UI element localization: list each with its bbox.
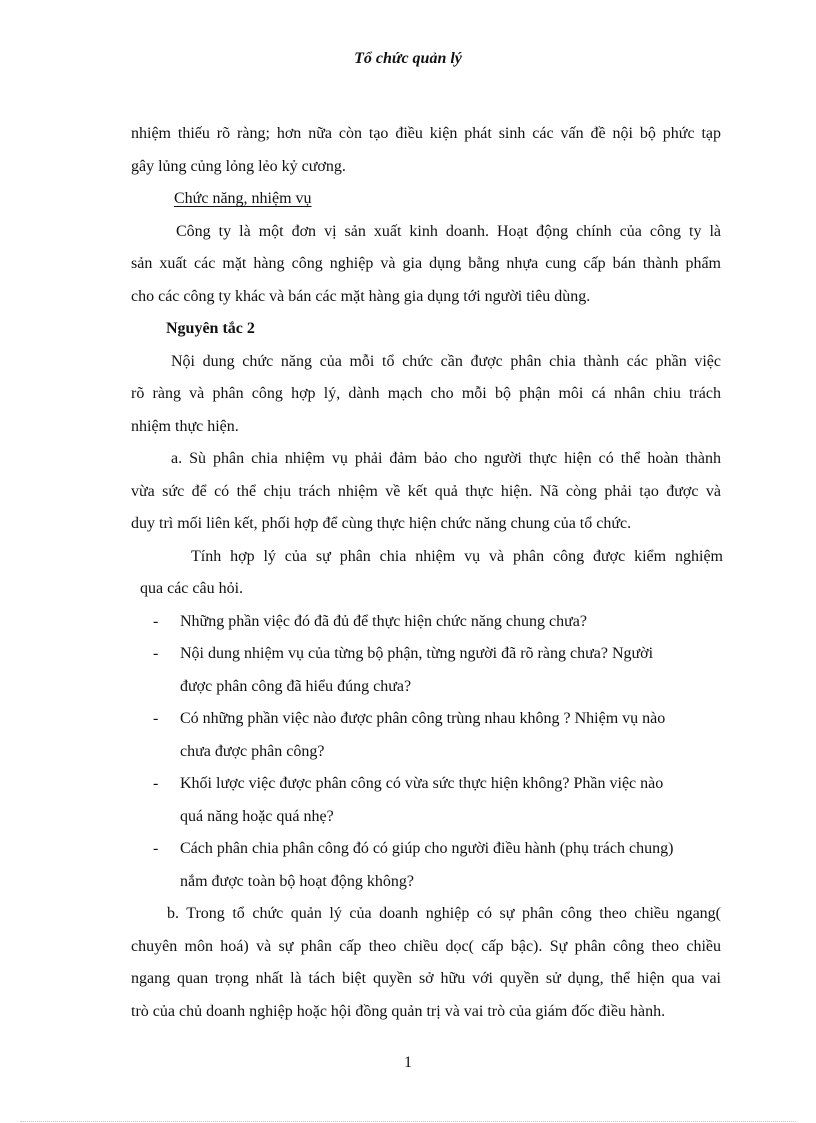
para-b-line: trò của chủ doanh nghiệp hoặc hội đồng quản trị và vai trò của giám đốc điều hành. bbox=[131, 1002, 666, 1020]
section-para-line: sản xuất các mặt hàng công nghiệp và gia dụng bằng nhựa cung cấp bán thành phẩm bbox=[131, 255, 721, 272]
principle-para-line: rõ ràng và phân công hợp lý, dành mạch cho mỗi bộ phận môi cá nhân chiu trách bbox=[131, 385, 721, 402]
intro-line: nhiệm thiếu rõ ràng; hơn nữa còn tạo điều kiện phát sinh các vấn đề nội bộ phức tạp bbox=[131, 125, 721, 142]
page-number: 1 bbox=[404, 1054, 412, 1071]
question-continuation: được phân công đã hiểu đúng chưa? bbox=[180, 677, 412, 695]
principle-para-line: Nội dung chức năng của mỗi tổ chức cần được phân chia thành các phần việc bbox=[171, 352, 721, 370]
bullet-dash: - bbox=[153, 645, 159, 662]
question-text: Khối lược việc được phân công có vừa sức thực hiện không? Phần việc nào bbox=[180, 775, 664, 792]
question-item bbox=[131, 768, 721, 801]
question-continuation: nắm được toàn bộ hoạt động không? bbox=[180, 872, 414, 890]
para-b-line: chuyên môn hoá) và sự phân cấp theo chiều dọc( cấp bậc). Sự phân công theo chiều bbox=[131, 937, 721, 955]
question-text: Những phần việc đó đã đủ để thực hiện chức năng chung chưa? bbox=[180, 612, 587, 630]
para-b-line: b. Trong tổ chức quản lý của doanh nghiệp có sự phân công theo chiều ngang( bbox=[167, 905, 721, 922]
principle-heading: Nguyên tắc 2 bbox=[166, 320, 255, 337]
question-item bbox=[131, 703, 721, 736]
reason-para-line: Tính hợp lý của sự phân chia nhiệm vụ và phân công được kiểm nghiệm bbox=[191, 547, 723, 565]
question-item bbox=[131, 606, 721, 639]
page-bottom-divider bbox=[20, 1121, 796, 1122]
bullet-dash: - bbox=[153, 775, 159, 792]
question-item bbox=[131, 833, 721, 866]
section-heading-text: Chức năng, nhiệm vụ bbox=[174, 190, 312, 207]
question-continuation: chưa được phân công? bbox=[180, 742, 325, 760]
question-text: Nội dung nhiệm vụ của từng bộ phận, từng người đã rõ ràng chưa? Người bbox=[180, 645, 654, 662]
document-body bbox=[131, 118, 721, 1028]
bullet-dash: - bbox=[153, 840, 159, 857]
question-text: Có những phần việc nào được phân công trùng nhau không ? Nhiệm vụ nào bbox=[180, 710, 666, 727]
intro-line: gây lủng củng lỏng lẻo kỷ cương. bbox=[131, 157, 346, 175]
principle-para-line: nhiệm thực hiện. bbox=[131, 417, 239, 435]
reason-para-line: qua các câu hỏi. bbox=[140, 580, 244, 597]
page-header-title: Tổ chức quản lý bbox=[354, 50, 462, 67]
bullet-dash: - bbox=[153, 710, 159, 727]
question-continuation: quá năng hoặc quá nhẹ? bbox=[180, 807, 334, 825]
para-a-line: a. Sù phân chia nhiệm vụ phải đảm bảo cho người thực hiện có thể hoàn thành bbox=[171, 450, 721, 467]
section-heading bbox=[131, 183, 721, 216]
section-para-line: Công ty là một đơn vị sản xuất kinh doanh. Hoạt động chính của công ty là bbox=[176, 222, 721, 240]
section-para-line: cho các công ty khác và bán các mặt hàng gia dụng tới người tiêu dùng. bbox=[131, 287, 591, 305]
bullet-dash: - bbox=[153, 612, 159, 630]
para-a-line: duy trì mối liên kết, phối hợp để cùng thực hiện chức năng chung của tổ chức. bbox=[131, 515, 632, 532]
question-text: Cách phân chia phân công đó có giúp cho người điều hành (phụ trách chung) bbox=[180, 840, 674, 857]
para-a-line: vừa sức để có thể chịu trách nhiệm về kết quả thực hiện. Nã còng phải tạo được và bbox=[131, 482, 721, 500]
question-item bbox=[131, 638, 721, 671]
para-b-line: ngang quan trọng nhất là tách biệt quyền sở hữu với quyền sử dụng, thể hiện qua vai bbox=[131, 970, 721, 987]
